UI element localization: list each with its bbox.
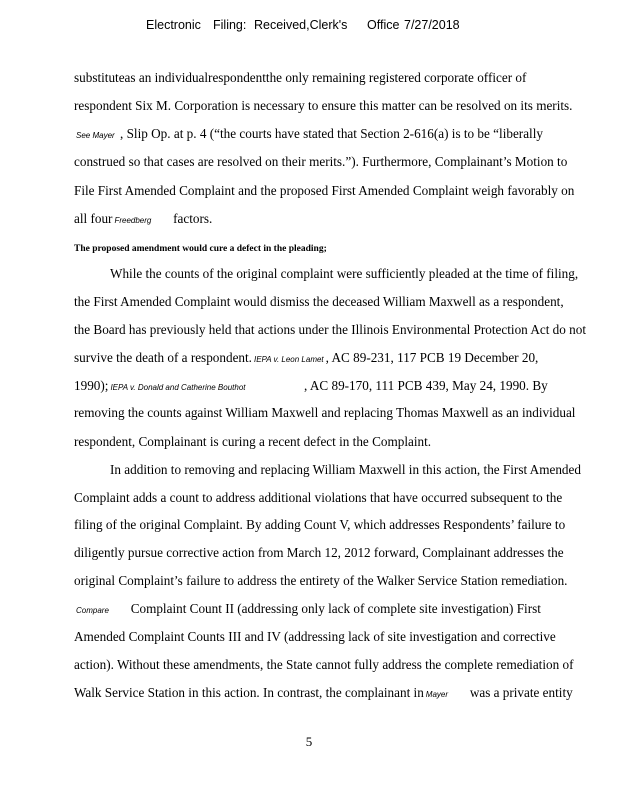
text-line: construed so that cases are resolved on their merits.”). Furthermore, Complainant’s Motion to [74,154,568,169]
text-line: 1990); IEPA v. Donald and Catherine Bouthot , AC 89-170, 111 PCB 439, May 24, 1990. By [74,378,548,393]
case-citation: IEPA v. Leon Lamet [253,355,324,364]
text-line: all four Freedberg factors. [74,211,213,226]
text-line: File First Amended Complaint and the proposed First Amended Complaint weigh favorably on [74,183,575,198]
section-subheading: The proposed amendment would cure a defect in the pleading; [74,244,327,254]
text-line: See Mayer , Slip Op. at p. 4 (“the courts have stated that Section 2-616(a) is to be “liberally [76,126,543,141]
text-line: diligently pursue corrective action from March 12, 2012 forward, Complainant addresses the [74,545,564,560]
header-word: Received,Clerk's [254,18,348,32]
case-citation: Freedberg [114,216,152,225]
text-line: Walk Service Station in this action. In contrast, the complainant in Mayer was a private entity [74,685,573,700]
text-line: Compare Complaint Count II (addressing only lack of complete site investigation) First [76,601,541,616]
text-line: In addition to removing and replacing William Maxwell in this action, the First Amended [110,462,581,477]
text-line: the First Amended Complaint would dismiss the deceased William Maxwell as a respondent, [74,294,564,309]
page-number: 5 [305,734,313,749]
text-line: Amended Complaint Counts III and IV (addressing lack of site investigation and corrective [74,629,556,644]
case-citation: Mayer [425,690,449,699]
text-line: the Board has previously held that actions under the Illinois Environmental Protection Act do not [74,322,587,337]
text-line: removing the counts against William Maxwell and replacing Thomas Maxwell as an individual [74,405,576,420]
text-line: Complaint adds a count to address additional violations that have occurred subsequent to the [74,490,563,505]
header-word: Office [367,18,400,32]
case-citation: Compare [76,606,109,615]
text-line: substituteas an individualrespondentthe only remaining registered corporate officer of [74,70,527,85]
header-word: Filing: [213,18,247,32]
text-line: respondent Six M. Corporation is necessary to ensure this matter can be resolved on its merits. [74,98,573,113]
header-word: Electronic [146,18,201,32]
text-line: survive the death of a respondent. IEPA v. Leon Lamet , AC 89-231, 117 PCB 19 December 20, [74,350,539,365]
text-line: action). Without these amendments, the State cannot fully address the complete remediation of [74,657,574,672]
text-line: While the counts of the original complaint were sufficiently pleaded at the time of filing, [110,266,579,281]
text-line: filing of the original Complaint. By adding Count V, which addresses Respondents’ failure to [74,517,566,532]
case-citation: IEPA v. Donald and Catherine Bouthot [110,383,246,392]
case-citation: See Mayer [76,131,115,140]
header-word: 7/27/2018 [404,18,460,32]
text-line: original Complaint’s failure to address the entirety of the Walker Service Station remediation. [74,573,568,588]
text-line: respondent, Complainant is curing a recent defect in the Complaint. [74,434,432,449]
